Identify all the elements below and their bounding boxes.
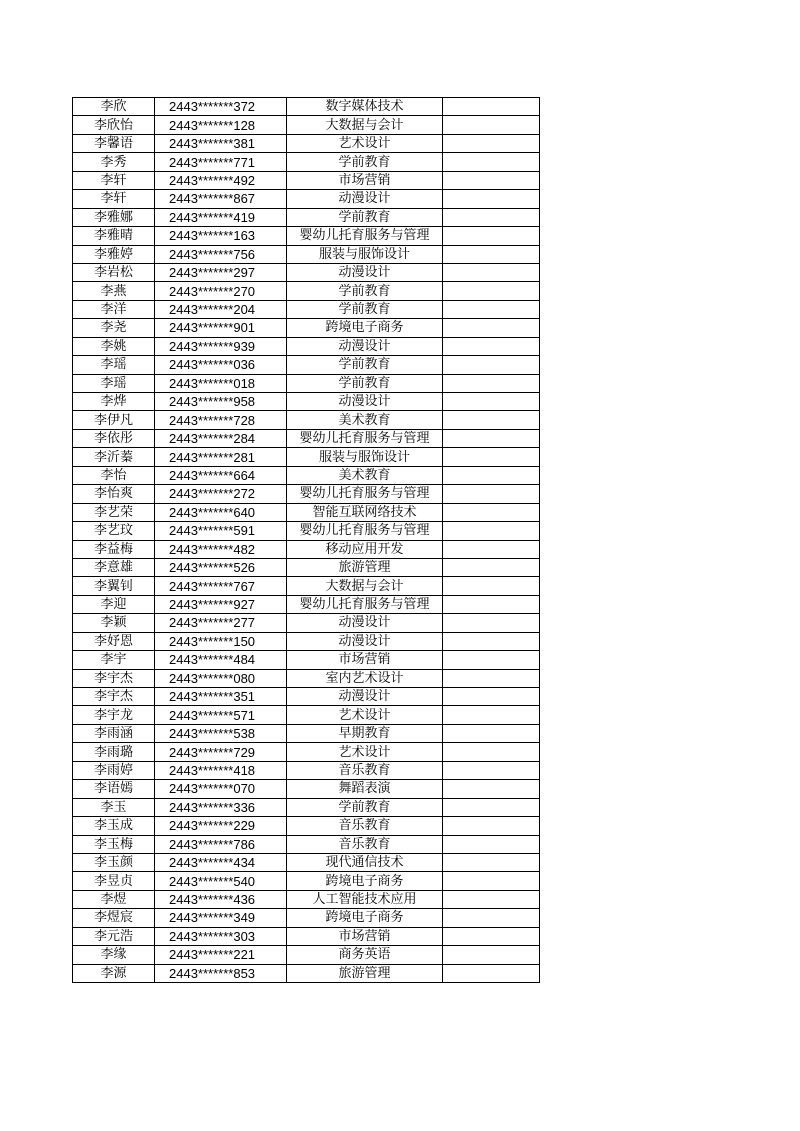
- major-cell: 动漫设计: [287, 632, 443, 650]
- student-name-cell: 李姚: [73, 337, 155, 355]
- table-row: [73, 724, 540, 742]
- student-id-cell: 2443*******484: [155, 651, 287, 669]
- table-row: [73, 540, 540, 558]
- student-name-cell: 李燕: [73, 282, 155, 300]
- empty-cell: [443, 761, 540, 779]
- student-name-cell: 李雨涵: [73, 724, 155, 742]
- student-name-cell: 李依彤: [73, 429, 155, 447]
- table-row: [73, 909, 540, 927]
- student-name-cell: 李意雄: [73, 558, 155, 576]
- major-cell: 市场营销: [287, 927, 443, 945]
- empty-cell: [443, 964, 540, 982]
- student-id-cell: 2443*******927: [155, 595, 287, 613]
- table-row: [73, 577, 540, 595]
- empty-cell: [443, 319, 540, 337]
- student-id-cell: 2443*******270: [155, 282, 287, 300]
- student-name-cell: 李欣怡: [73, 116, 155, 134]
- major-cell: 动漫设计: [287, 263, 443, 281]
- student-id-cell: 2443*******434: [155, 853, 287, 871]
- student-name-cell: 李宇杰: [73, 688, 155, 706]
- table-row: [73, 817, 540, 835]
- empty-cell: [443, 558, 540, 576]
- major-cell: 婴幼儿托育服务与管理: [287, 522, 443, 540]
- major-cell: 早期教育: [287, 724, 443, 742]
- student-name-cell: 李缘: [73, 946, 155, 964]
- student-name-cell: 李艺荣: [73, 503, 155, 521]
- table-row: [73, 393, 540, 411]
- student-id-cell: 2443*******303: [155, 927, 287, 945]
- student-name-cell: 李煜宸: [73, 909, 155, 927]
- empty-cell: [443, 208, 540, 226]
- table-row: [73, 466, 540, 484]
- student-id-cell: 2443*******381: [155, 134, 287, 152]
- student-name-cell: 李秀: [73, 153, 155, 171]
- student-name-cell: 李轩: [73, 171, 155, 189]
- table-row: [73, 798, 540, 816]
- student-name-cell: 李玉梅: [73, 835, 155, 853]
- student-id-cell: 2443*******853: [155, 964, 287, 982]
- major-cell: 音乐教育: [287, 835, 443, 853]
- major-cell: 舞蹈表演: [287, 780, 443, 798]
- table-row: [73, 411, 540, 429]
- major-cell: 动漫设计: [287, 614, 443, 632]
- major-cell: 婴幼儿托育服务与管理: [287, 227, 443, 245]
- empty-cell: [443, 263, 540, 281]
- student-id-cell: 2443*******070: [155, 780, 287, 798]
- empty-cell: [443, 817, 540, 835]
- student-id-cell: 2443*******786: [155, 835, 287, 853]
- student-id-cell: 2443*******150: [155, 632, 287, 650]
- student-id-cell: 2443*******018: [155, 374, 287, 392]
- table-row: [73, 614, 540, 632]
- student-name-cell: 李怡爽: [73, 485, 155, 503]
- empty-cell: [443, 466, 540, 484]
- student-id-cell: 2443*******272: [155, 485, 287, 503]
- student-id-cell: 2443*******297: [155, 263, 287, 281]
- student-id-cell: 2443*******080: [155, 669, 287, 687]
- major-cell: 旅游管理: [287, 964, 443, 982]
- empty-cell: [443, 522, 540, 540]
- major-cell: 婴幼儿托育服务与管理: [287, 595, 443, 613]
- table-row: [73, 835, 540, 853]
- empty-cell: [443, 190, 540, 208]
- table-row: [73, 872, 540, 890]
- major-cell: 学前教育: [287, 374, 443, 392]
- table-row: [73, 743, 540, 761]
- empty-cell: [443, 116, 540, 134]
- student-id-cell: 2443*******538: [155, 724, 287, 742]
- student-id-cell: 2443*******419: [155, 208, 287, 226]
- empty-cell: [443, 853, 540, 871]
- student-id-cell: 2443*******591: [155, 522, 287, 540]
- table-row: [73, 522, 540, 540]
- student-id-cell: 2443*******418: [155, 761, 287, 779]
- major-cell: 动漫设计: [287, 393, 443, 411]
- student-id-cell: 2443*******128: [155, 116, 287, 134]
- major-cell: 学前教育: [287, 282, 443, 300]
- empty-cell: [443, 485, 540, 503]
- student-id-cell: 2443*******229: [155, 817, 287, 835]
- student-id-cell: 2443*******540: [155, 872, 287, 890]
- table-row: [73, 356, 540, 374]
- empty-cell: [443, 706, 540, 724]
- student-id-cell: 2443*******767: [155, 577, 287, 595]
- student-id-cell: 2443*******771: [155, 153, 287, 171]
- empty-cell: [443, 651, 540, 669]
- empty-cell: [443, 503, 540, 521]
- table-row: [73, 688, 540, 706]
- major-cell: 艺术设计: [287, 706, 443, 724]
- student-name-cell: 李昱贞: [73, 872, 155, 890]
- table-row: [73, 374, 540, 392]
- student-name-cell: 李馨语: [73, 134, 155, 152]
- student-id-cell: 2443*******351: [155, 688, 287, 706]
- table-row: [73, 319, 540, 337]
- major-cell: 人工智能技术应用: [287, 890, 443, 908]
- empty-cell: [443, 872, 540, 890]
- empty-cell: [443, 356, 540, 374]
- empty-cell: [443, 688, 540, 706]
- student-name-cell: 李雅婷: [73, 245, 155, 263]
- table-row: [73, 171, 540, 189]
- empty-cell: [443, 595, 540, 613]
- empty-cell: [443, 411, 540, 429]
- student-name-cell: 李雨婷: [73, 761, 155, 779]
- major-cell: 大数据与会计: [287, 116, 443, 134]
- major-cell: 动漫设计: [287, 688, 443, 706]
- major-cell: 婴幼儿托育服务与管理: [287, 429, 443, 447]
- student-name-cell: 李益梅: [73, 540, 155, 558]
- major-cell: 学前教育: [287, 356, 443, 374]
- student-id-cell: 2443*******901: [155, 319, 287, 337]
- table-row: [73, 706, 540, 724]
- student-name-cell: 李岩松: [73, 263, 155, 281]
- table-row: [73, 448, 540, 466]
- major-cell: 婴幼儿托育服务与管理: [287, 485, 443, 503]
- student-name-cell: 李颖: [73, 614, 155, 632]
- student-id-cell: 2443*******640: [155, 503, 287, 521]
- table-row: [73, 927, 540, 945]
- major-cell: 旅游管理: [287, 558, 443, 576]
- student-id-cell: 2443*******664: [155, 466, 287, 484]
- table-row: [73, 946, 540, 964]
- empty-cell: [443, 300, 540, 318]
- table-row: [73, 263, 540, 281]
- table-row: [73, 853, 540, 871]
- major-cell: 音乐教育: [287, 817, 443, 835]
- empty-cell: [443, 927, 540, 945]
- major-cell: 移动应用开发: [287, 540, 443, 558]
- empty-cell: [443, 227, 540, 245]
- student-id-cell: 2443*******349: [155, 909, 287, 927]
- student-id-cell: 2443*******958: [155, 393, 287, 411]
- major-cell: 动漫设计: [287, 337, 443, 355]
- table-row: [73, 245, 540, 263]
- empty-cell: [443, 245, 540, 263]
- empty-cell: [443, 282, 540, 300]
- major-cell: 跨境电子商务: [287, 872, 443, 890]
- empty-cell: [443, 632, 540, 650]
- student-id-cell: 2443*******221: [155, 946, 287, 964]
- table-row: [73, 632, 540, 650]
- student-roster-table: [72, 97, 540, 983]
- student-id-cell: 2443*******284: [155, 429, 287, 447]
- empty-cell: [443, 724, 540, 742]
- major-cell: 动漫设计: [287, 190, 443, 208]
- major-cell: 艺术设计: [287, 743, 443, 761]
- major-cell: 学前教育: [287, 300, 443, 318]
- student-id-cell: 2443*******729: [155, 743, 287, 761]
- table-row: [73, 890, 540, 908]
- major-cell: 大数据与会计: [287, 577, 443, 595]
- table-row: [73, 227, 540, 245]
- major-cell: 市场营销: [287, 651, 443, 669]
- student-name-cell: 李伊凡: [73, 411, 155, 429]
- empty-cell: [443, 743, 540, 761]
- table-row: [73, 761, 540, 779]
- empty-cell: [443, 374, 540, 392]
- student-name-cell: 李源: [73, 964, 155, 982]
- student-name-cell: 李雅晴: [73, 227, 155, 245]
- student-id-cell: 2443*******526: [155, 558, 287, 576]
- table-row: [73, 964, 540, 982]
- empty-cell: [443, 798, 540, 816]
- empty-cell: [443, 134, 540, 152]
- student-id-cell: 2443*******939: [155, 337, 287, 355]
- student-name-cell: 李瑶: [73, 374, 155, 392]
- table-row: [73, 503, 540, 521]
- major-cell: 跨境电子商务: [287, 909, 443, 927]
- major-cell: 室内艺术设计: [287, 669, 443, 687]
- empty-cell: [443, 577, 540, 595]
- student-name-cell: 李欣: [73, 98, 155, 116]
- student-name-cell: 李瑶: [73, 356, 155, 374]
- major-cell: 数字媒体技术: [287, 98, 443, 116]
- major-cell: 学前教育: [287, 798, 443, 816]
- empty-cell: [443, 890, 540, 908]
- table-row: [73, 190, 540, 208]
- student-name-cell: 李尧: [73, 319, 155, 337]
- empty-cell: [443, 393, 540, 411]
- student-name-cell: 李宇杰: [73, 669, 155, 687]
- empty-cell: [443, 909, 540, 927]
- table-row: [73, 208, 540, 226]
- empty-cell: [443, 614, 540, 632]
- student-name-cell: 李宇: [73, 651, 155, 669]
- student-name-cell: 李宇龙: [73, 706, 155, 724]
- empty-cell: [443, 448, 540, 466]
- student-id-cell: 2443*******436: [155, 890, 287, 908]
- empty-cell: [443, 835, 540, 853]
- student-id-cell: 2443*******204: [155, 300, 287, 318]
- empty-cell: [443, 171, 540, 189]
- major-cell: 商务英语: [287, 946, 443, 964]
- table-row: [73, 485, 540, 503]
- empty-cell: [443, 946, 540, 964]
- student-id-cell: 2443*******867: [155, 190, 287, 208]
- student-id-cell: 2443*******163: [155, 227, 287, 245]
- student-name-cell: 李翼钊: [73, 577, 155, 595]
- table-row: [73, 282, 540, 300]
- student-id-cell: 2443*******281: [155, 448, 287, 466]
- student-name-cell: 李语嫣: [73, 780, 155, 798]
- student-name-cell: 李烨: [73, 393, 155, 411]
- student-name-cell: 李玉颜: [73, 853, 155, 871]
- major-cell: 学前教育: [287, 208, 443, 226]
- table-row: [73, 429, 540, 447]
- student-name-cell: 李雅娜: [73, 208, 155, 226]
- table-row: [73, 558, 540, 576]
- roster-body: [73, 98, 540, 983]
- empty-cell: [443, 337, 540, 355]
- major-cell: 服装与服饰设计: [287, 448, 443, 466]
- major-cell: 市场营销: [287, 171, 443, 189]
- table-row: [73, 98, 540, 116]
- table-row: [73, 337, 540, 355]
- empty-cell: [443, 540, 540, 558]
- student-name-cell: 李轩: [73, 190, 155, 208]
- table-row: [73, 780, 540, 798]
- major-cell: 跨境电子商务: [287, 319, 443, 337]
- student-id-cell: 2443*******571: [155, 706, 287, 724]
- student-name-cell: 李玉: [73, 798, 155, 816]
- empty-cell: [443, 98, 540, 116]
- empty-cell: [443, 669, 540, 687]
- student-id-cell: 2443*******372: [155, 98, 287, 116]
- student-name-cell: 李妤恩: [73, 632, 155, 650]
- student-id-cell: 2443*******277: [155, 614, 287, 632]
- student-name-cell: 李艺玟: [73, 522, 155, 540]
- student-name-cell: 李沂蓁: [73, 448, 155, 466]
- student-name-cell: 李迎: [73, 595, 155, 613]
- major-cell: 艺术设计: [287, 134, 443, 152]
- student-name-cell: 李雨璐: [73, 743, 155, 761]
- table-row: [73, 300, 540, 318]
- student-id-cell: 2443*******482: [155, 540, 287, 558]
- table-row: [73, 116, 540, 134]
- student-name-cell: 李玉成: [73, 817, 155, 835]
- empty-cell: [443, 780, 540, 798]
- student-name-cell: 李元浩: [73, 927, 155, 945]
- student-name-cell: 李洋: [73, 300, 155, 318]
- student-id-cell: 2443*******492: [155, 171, 287, 189]
- student-name-cell: 李怡: [73, 466, 155, 484]
- student-id-cell: 2443*******336: [155, 798, 287, 816]
- student-name-cell: 李煜: [73, 890, 155, 908]
- table-row: [73, 153, 540, 171]
- student-id-cell: 2443*******756: [155, 245, 287, 263]
- major-cell: 音乐教育: [287, 761, 443, 779]
- major-cell: 智能互联网络技术: [287, 503, 443, 521]
- major-cell: 美术教育: [287, 411, 443, 429]
- major-cell: 服装与服饰设计: [287, 245, 443, 263]
- empty-cell: [443, 153, 540, 171]
- major-cell: 美术教育: [287, 466, 443, 484]
- student-id-cell: 2443*******728: [155, 411, 287, 429]
- major-cell: 现代通信技术: [287, 853, 443, 871]
- table-row: [73, 595, 540, 613]
- empty-cell: [443, 429, 540, 447]
- table-row: [73, 134, 540, 152]
- table-row: [73, 651, 540, 669]
- table-row: [73, 669, 540, 687]
- major-cell: 学前教育: [287, 153, 443, 171]
- student-id-cell: 2443*******036: [155, 356, 287, 374]
